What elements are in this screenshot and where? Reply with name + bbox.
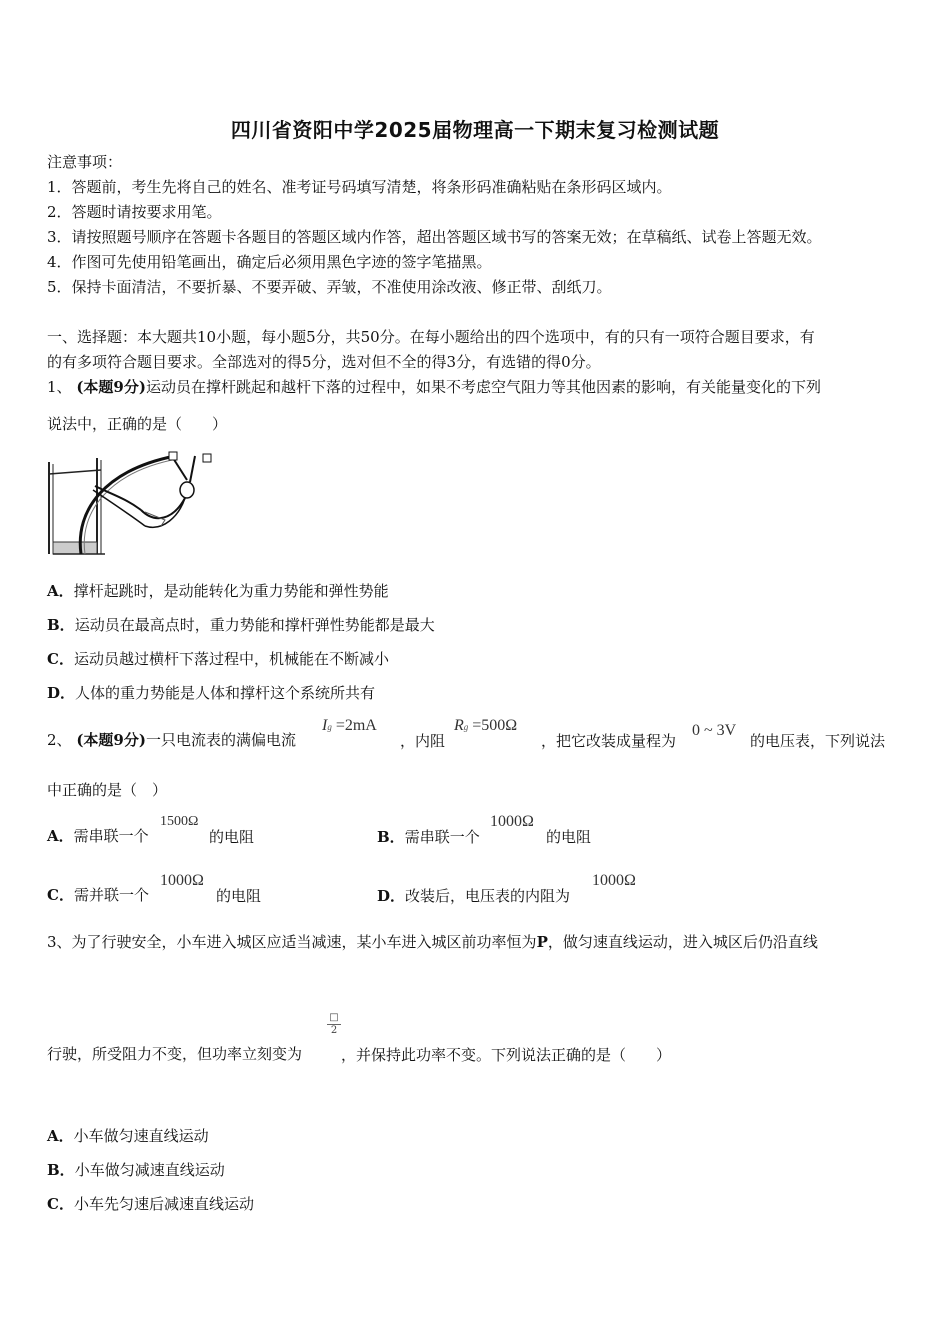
q2-option-a <box>47 826 149 846</box>
pole-vault-illustration <box>45 450 215 558</box>
ig-value: =2mA <box>335 717 377 734</box>
rg-symbol: R <box>454 717 464 734</box>
option-text: 小车先匀速后减速直线运动 <box>73 1195 254 1213</box>
question-1-line2: 说法中，正确的是（ ） <box>47 415 228 433</box>
question-text: ，把它改装成量程为 <box>541 732 677 750</box>
power-fraction <box>327 1012 341 1037</box>
option-text: 撑杆起跳时，是动能转化为重力势能和弹性势能 <box>73 582 389 600</box>
question-2-line1 <box>47 730 296 750</box>
ig-subscript: g <box>327 722 332 732</box>
option-label: C． <box>47 650 74 668</box>
question-3-line1 <box>47 932 818 952</box>
question-2-line2: 中正确的是（ ） <box>47 781 168 799</box>
question-text: 为了行驶安全，小车进入城区应适当减速，某小车进入城区前功率恒为 <box>71 933 537 951</box>
q1-option-d <box>47 683 375 703</box>
question-text: ，做匀速直线运动，进入城区后仍沿直线 <box>547 933 818 951</box>
option-label: B． <box>47 616 75 634</box>
option-text: 改装后，电压表的内阻为 <box>405 887 571 905</box>
ig-symbol: I <box>322 717 328 734</box>
q2-option-d <box>377 885 570 906</box>
question-number: 1、 <box>47 378 72 396</box>
rg-value: =500Ω <box>472 717 518 734</box>
ig-formula <box>322 717 377 735</box>
q1-option-c <box>47 649 389 669</box>
section-intro-line1: 一、选择题：本大题共10小题，每小题5分，共50分。在每小题给出的四个选项中，有的只有一项符合题目要求，有 <box>47 328 815 346</box>
question-1-line1 <box>47 377 821 397</box>
q3-option-b <box>47 1160 225 1180</box>
rg-formula <box>454 717 517 735</box>
fraction-denominator: 2 <box>327 1024 341 1037</box>
notice-item: 2．答题时请按要求用笔。 <box>47 203 222 221</box>
notice-item: 3．请按照题号顺序在答题卡各题目的答题区域内作答，超出答题区域书写的答案无效；在草稿纸、试卷上答题无效。 <box>47 228 822 246</box>
question-number: 2、 <box>47 731 72 749</box>
option-label: A． <box>47 582 74 600</box>
question-text: ，内阻 <box>400 732 446 750</box>
q2-option-b <box>377 826 480 847</box>
option-label: B． <box>47 1161 75 1179</box>
q3-option-c <box>47 1194 254 1214</box>
q1-option-b <box>47 615 435 635</box>
option-math: 1000Ω <box>592 872 636 889</box>
fraction-numerator: □ <box>329 1012 339 1023</box>
option-math: 1000Ω <box>490 813 534 830</box>
option-text: 运动员越过横杆下落过程中，机械能在不断减小 <box>73 650 389 668</box>
option-label: D． <box>377 887 406 905</box>
power-symbol: P <box>536 933 548 951</box>
option-label: D． <box>47 684 76 702</box>
rg-subscript: g <box>463 722 469 732</box>
page-title: 四川省资阳中学2025届物理高一下期末复习检测试题 <box>230 118 720 142</box>
q1-option-a <box>47 581 389 601</box>
option-math: 1500Ω <box>160 814 199 829</box>
option-label: C． <box>47 1195 74 1213</box>
question-score: (本题9分) <box>76 731 146 749</box>
option-text: 小车做匀减速直线运动 <box>74 1161 225 1179</box>
question-text: 行驶，所受阻力不变，但功率立刻变为 <box>47 1045 303 1063</box>
option-text: 需串联一个 <box>404 828 480 846</box>
option-text: 小车做匀速直线运动 <box>73 1127 209 1145</box>
question-text: 的电压表，下列说法 <box>750 732 886 750</box>
question-score: (本题9分) <box>76 378 146 396</box>
q2-option-c <box>47 885 149 905</box>
question-text: 运动员在撑杆跳起和越杆下落的过程中，如果不考虑空气阻力等其他因素的影响，有关能量变化的下列 <box>145 378 821 396</box>
range-formula: 0 ~ 3V <box>692 722 737 739</box>
option-text: 的电阻 <box>546 828 592 846</box>
option-label: B． <box>377 828 405 846</box>
option-text: 的电阻 <box>209 828 255 846</box>
q3-option-a <box>47 1126 209 1146</box>
section-intro-line2: 的有多项符合题目要求。全部选对的得5分，选对但不全的得3分，有选错的得0分。 <box>47 353 601 371</box>
option-text: 人体的重力势能是人体和撑杆这个系统所共有 <box>75 684 376 702</box>
option-label: A． <box>47 1127 74 1145</box>
notice-heading: 注意事项： <box>47 153 123 171</box>
option-text: 需并联一个 <box>73 886 149 904</box>
option-math: 1000Ω <box>160 872 204 889</box>
notice-item: 4．作图可先使用铅笔画出，确定后必须用黑色字迹的签字笔描黑。 <box>47 253 492 271</box>
option-text: 的电阻 <box>216 887 262 905</box>
question-text: ，并保持此功率不变。下列说法正确的是（ ） <box>341 1046 672 1064</box>
question-number: 3、 <box>47 933 72 951</box>
question-3-line2 <box>47 1044 302 1064</box>
option-text: 运动员在最高点时，重力势能和撑杆弹性势能都是最大 <box>74 616 435 634</box>
option-label: C． <box>47 886 74 904</box>
option-label: A． <box>47 827 74 845</box>
notice-item: 1．答题前，考生先将自己的姓名、准考证号码填写清楚，将条形码准确粘贴在条形码区域内。 <box>47 178 672 196</box>
option-text: 需串联一个 <box>73 827 149 845</box>
question-text: 一只电流表的满偏电流 <box>145 731 296 749</box>
notice-item: 5．保持卡面清洁，不要折暴、不要弄破、弄皱，不准使用涂改液、修正带、刮纸刀。 <box>47 278 612 296</box>
